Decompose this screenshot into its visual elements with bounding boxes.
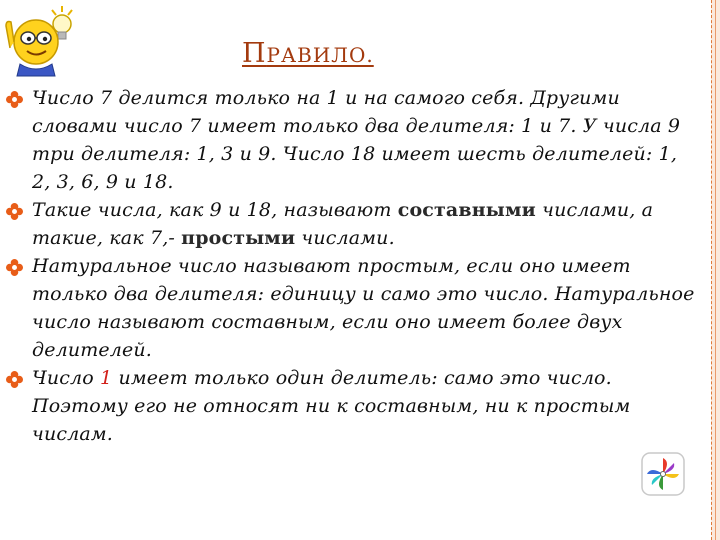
- bullet-text-part: Число: [32, 367, 101, 389]
- flower-bullet-icon: [6, 91, 23, 108]
- bullet-text-part: числами, а такие, как 7,-: [32, 199, 654, 249]
- flower-bullet-icon: [6, 371, 23, 388]
- term-prime: простыми: [181, 227, 296, 249]
- term-composite: составными: [397, 199, 536, 221]
- bullet-text-part: числами.: [295, 227, 395, 249]
- bullet-item: [6, 196, 696, 252]
- bullet-item: [6, 364, 696, 448]
- flower-bullet-icon: [6, 259, 23, 276]
- bullet-text-part: имеет только один делитель: само это число. Поэтому его не относят ни к составным, ни к простым числам.: [32, 367, 631, 445]
- highlighted-number: 1: [100, 367, 113, 389]
- title-rest: РАВИЛО.: [266, 43, 374, 67]
- slide-title: [242, 38, 374, 69]
- rule-list: [6, 84, 696, 448]
- bullet-text: Число 7 делится только на 1 и на самого себя. Другими словами число 7 имеет только два делителя: 1 и 7. У числа 9 три делителя: 1, 3 и 9. Число 18 имеет шесть делителей: 1, 2, 3, 6, 9 и 18.: [32, 87, 681, 193]
- bullet-text-part: Такие числа, как 9 и 18, называют: [32, 199, 398, 221]
- title-first-letter: П: [242, 38, 267, 69]
- smiley-lightbulb-icon: [0, 4, 84, 82]
- flower-bullet-icon: [6, 203, 23, 220]
- bullet-item: [6, 84, 696, 196]
- bullet-item: [6, 252, 696, 364]
- slide-right-border-line: [715, 0, 716, 540]
- pinwheel-icon[interactable]: [641, 452, 685, 496]
- bullet-text: Натуральное число называют простым, если оно имеет только два делителя: единицу и само это число. Натуральное число называют составным, если оно имеет более двух делителей.: [32, 255, 695, 361]
